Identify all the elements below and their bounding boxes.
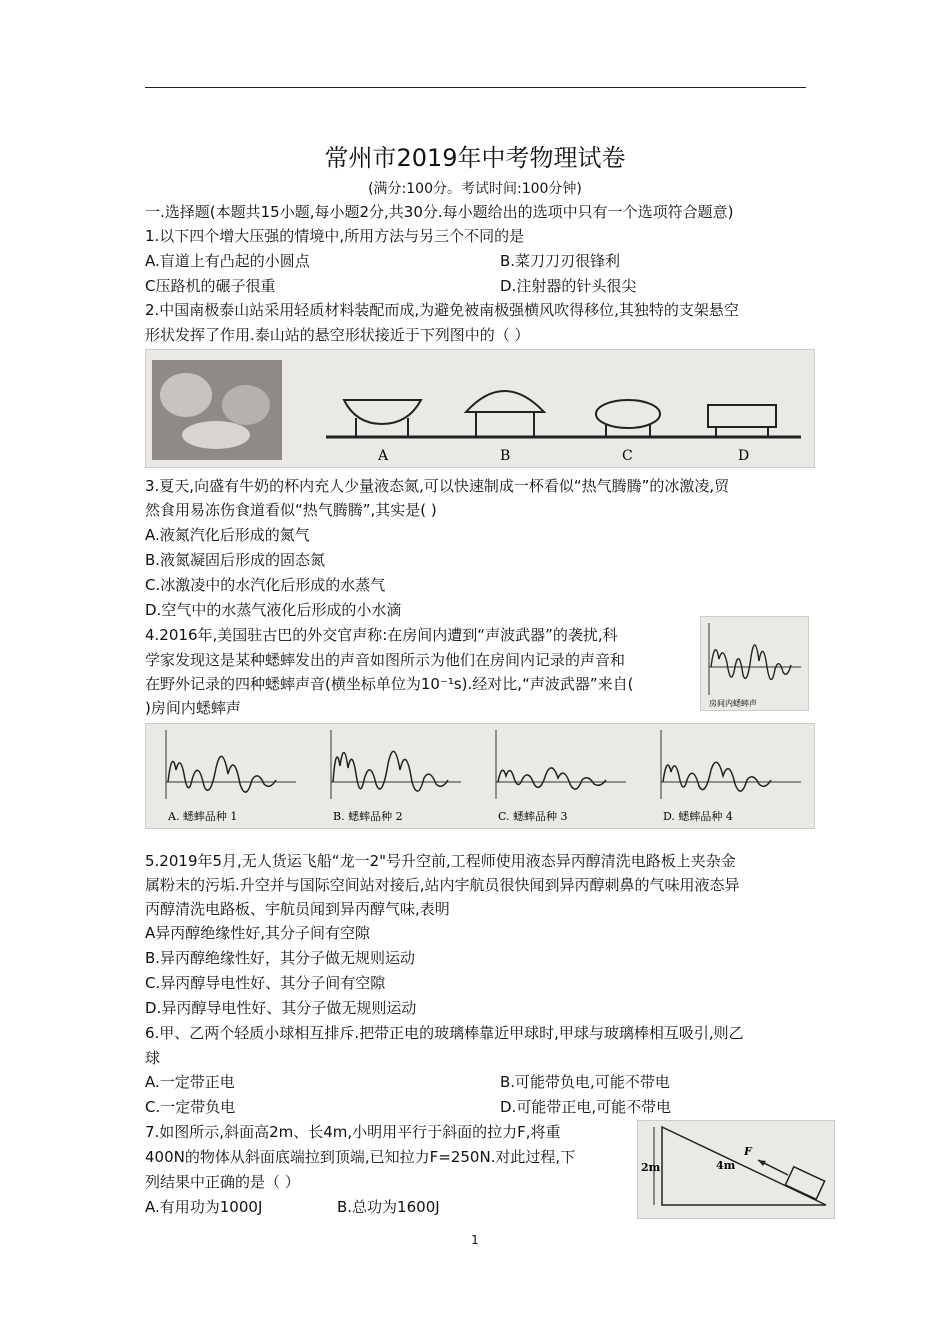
q5-stem-2: 属粉末的污垢.升空并与国际空间站对接后,站内宇航员很快闻到异丙醇刺鼻的气味用液态异 <box>145 876 740 894</box>
block <box>785 1167 824 1199</box>
page-number: 1 <box>471 1233 479 1247</box>
label-b: B <box>500 448 511 464</box>
page-title: 常州市2019年中考物理试卷 <box>324 144 626 172</box>
label-c: C <box>622 448 633 464</box>
q2-figure <box>145 349 815 468</box>
q6-option-d: D.可能带正电,可能不带电 <box>500 1098 672 1116</box>
q1-option-a: A.盲道上有凸起的小圆点 <box>145 252 310 270</box>
q4-stem-2: 学家发现这是某种蟋蟀发出的声音如图所示为他们在房间内记录的声音和 <box>145 651 626 669</box>
q7-stem-3: 列结果中正确的是（ ） <box>145 1173 300 1191</box>
q3-option-d: D.空气中的水蒸气液化后形成的小水滴 <box>145 601 402 619</box>
graph-d-waveform <box>663 762 771 791</box>
exam-info: (满分:100分。考试时间:100分钟) <box>368 181 582 197</box>
caption-d: D. 蟋蟀品种 4 <box>663 810 733 823</box>
q1-option-c: C压路机的碾子很重 <box>145 277 276 295</box>
room-waveform <box>711 645 791 680</box>
q3-stem-1: 3.夏天,向盛有牛奶的杯内充人少量液态氮,可以快速制成一杯看似“热气腾腾”的冰激凌,贸 <box>145 477 730 495</box>
q2-stem-2: 形状发挥了作用.泰山站的悬空形状接近于下列图中的（ ） <box>145 326 530 344</box>
graph-a-waveform <box>168 756 276 792</box>
shape-b-dome <box>466 391 544 412</box>
label-d: D <box>738 448 750 464</box>
force-arrowhead <box>758 1160 766 1166</box>
q1-stem: 1.以下四个增大压强的情境中,所用方法与另三个不同的是 <box>145 227 525 245</box>
room-caption: 房间内蟋蟀声 <box>709 699 757 708</box>
q3-option-b: B.液氮凝固后形成的固态氮 <box>145 551 326 569</box>
q6-stem-1: 6.甲、乙两个轻质小球相互排斥.把带正电的玻璃棒靠近甲球时,甲球与玻璃棒相互吸引,则乙 <box>145 1024 744 1042</box>
force-label: F <box>744 1145 752 1158</box>
q1-option-b: B.菜刀刀刃很锋利 <box>500 252 621 270</box>
q3-option-a: A.液氮汽化后形成的氮气 <box>145 526 310 544</box>
cricket-sounds-graphs <box>146 724 814 828</box>
incline-triangle <box>662 1127 826 1205</box>
room-sound-figure <box>700 616 809 711</box>
shape-d-box <box>708 405 776 427</box>
q4-stem-3: 在野外记录的四种蟋蟀声音(横坐标单位为10⁻¹s).经对比,“声波武器”来自( <box>145 675 634 693</box>
q5-option-d: D.异丙醇导电性好、其分子做无规则运动 <box>145 999 417 1017</box>
label-a: A <box>378 448 389 464</box>
q5-stem-1: 5.2019年5月,无人货运飞船“龙一2"号升空前,工程师使用液态异丙醇清洗电路板上夹杂金 <box>145 852 736 870</box>
photo-ground <box>182 421 250 449</box>
q7-stem-2: 400N的物体从斜面底端拉到顶端,已知拉力F=250N.对此过程,下 <box>145 1148 576 1166</box>
q4-stem-1: 4.2016年,美国驻古巴的外交官声称:在房间内遭到“声波武器”的袭扰,科 <box>145 626 618 644</box>
q6-option-c: C.一定带负电 <box>145 1098 236 1116</box>
header-rule <box>145 87 806 88</box>
incline-diagram <box>638 1121 834 1218</box>
q2-diagram <box>146 350 814 467</box>
caption-a: A. 蟋蟀品种 1 <box>168 810 238 823</box>
photo-dome-2 <box>222 385 270 425</box>
q6-option-b: B.可能带负电,可能不带电 <box>500 1073 670 1091</box>
q6-stem-2: 球 <box>145 1049 161 1067</box>
caption-c: C. 蟋蟀品种 3 <box>498 810 568 823</box>
q7-option-b: B.总功为1600J <box>337 1198 440 1216</box>
q6-option-a: A.一定带正电 <box>145 1073 235 1091</box>
section-heading: 一.选择题(本题共15小题,每小题2分,共30分.每小题给出的选项中只有一个选项符合题意) <box>145 203 734 221</box>
q3-option-c: C.冰激凌中的水汽化后形成的水蒸气 <box>145 576 386 594</box>
q4-stem-4: )房间内蟋蟀声 <box>145 699 241 717</box>
incline-figure <box>637 1120 835 1219</box>
height-label: 2m <box>641 1161 661 1174</box>
q1-option-d: D.注射器的针头很尖 <box>500 277 637 295</box>
q3-stem-2: 然食用易冻伤食道看似“热气腾腾”,其实是( ) <box>145 501 437 519</box>
room-sound-graph <box>701 617 808 710</box>
shape-c-lens <box>596 400 660 428</box>
q5-option-c: C.异丙醇导电性好、其分子间有空隙 <box>145 974 386 992</box>
caption-b: B. 蟋蟀品种 2 <box>333 810 403 823</box>
q2-stem-1: 2.中国南极泰山站采用轻质材料装配而成,为避免被南极强横风吹得移位,其独特的支架悬空 <box>145 301 739 319</box>
q7-stem-1: 7.如图所示,斜面高2m、长4m,小明用平行于斜面的拉力F,将重 <box>145 1123 561 1141</box>
length-label: 4m <box>716 1159 736 1172</box>
q5-option-a: A异丙醇绝缘性好,其分子间有空隙 <box>145 924 371 942</box>
graph-c-waveform <box>498 768 606 789</box>
cricket-sounds-figure <box>145 723 815 829</box>
q7-option-a: A.有用功为1000J <box>145 1198 263 1216</box>
q5-option-b: B.异丙醇绝缘性好，其分子做无规则运动 <box>145 949 416 967</box>
q5-stem-3: 丙醇清洗电路板、宇航员闻到异丙醇气味,表明 <box>145 900 450 918</box>
photo-dome-1 <box>160 373 212 417</box>
graph-b-waveform <box>333 751 448 791</box>
